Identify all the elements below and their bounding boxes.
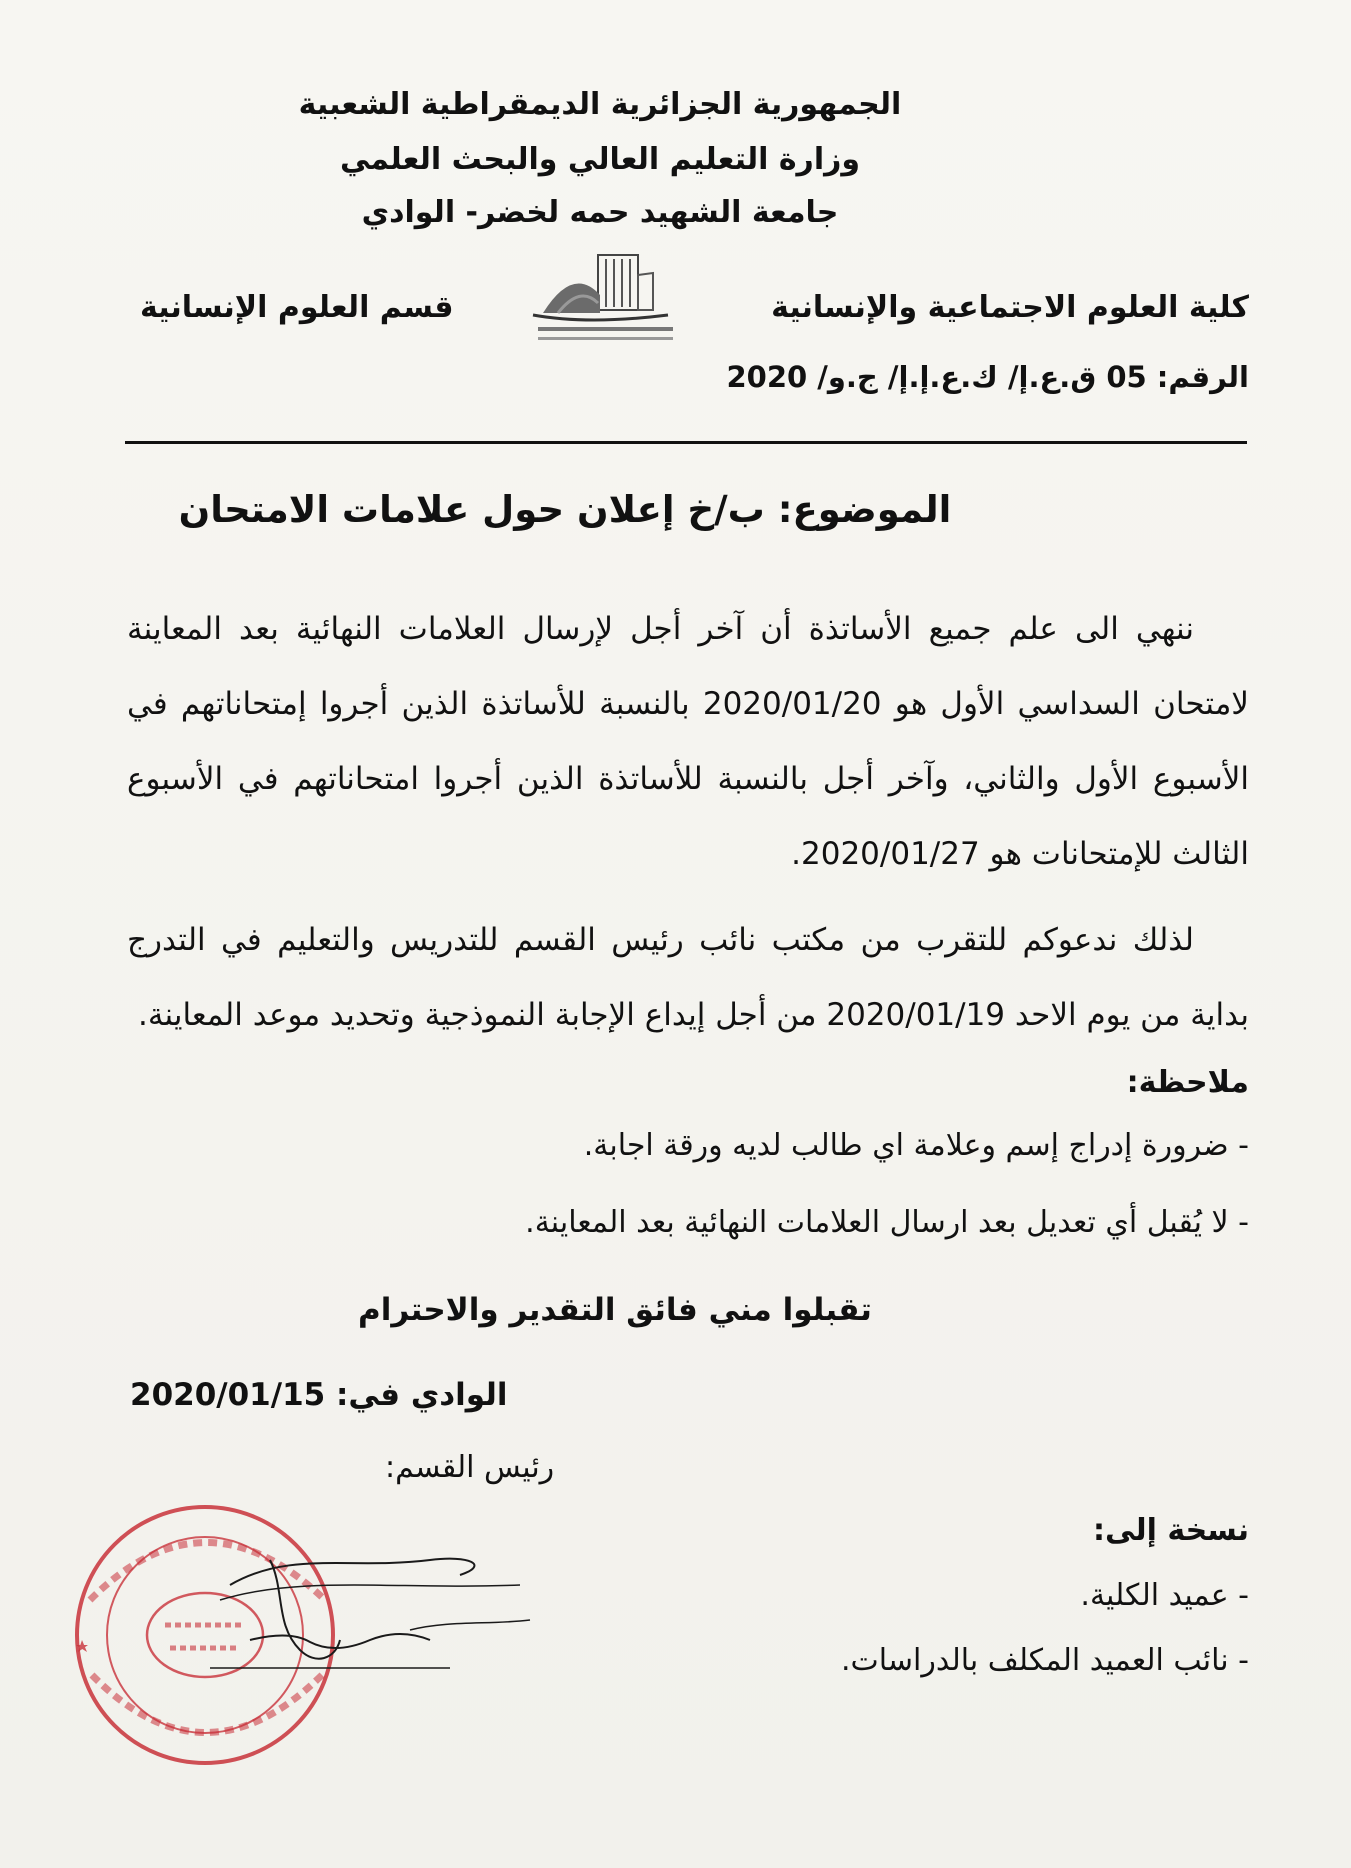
university-logo-icon: [528, 245, 683, 355]
department-head-title: رئيس القسم:: [385, 1450, 555, 1485]
faculty-name: كلية العلوم الاجتماعية والإنسانية: [771, 290, 1249, 325]
note-item-1: - ضرورة إدراج إسم وعلامة اي طالب لديه ورقة اجابة.: [583, 1128, 1249, 1163]
copies-title: نسخة إلى:: [1093, 1513, 1249, 1548]
note-item-2: - لا يُقبل أي تعديل بعد ارسال العلامات النهائية بعد المعاينة.: [525, 1205, 1249, 1240]
closing-line: تقبلوا مني فائق التقدير والاحترام: [358, 1292, 872, 1328]
reference-number: الرقم: 05 ق.ع.إ/ ك.ع.إ.إ/ ج.و/ 2020: [726, 360, 1249, 394]
body-paragraph-1: [127, 592, 1249, 892]
official-stamp-and-signature: [70, 1490, 550, 1780]
copy-recipient-2: - نائب العميد المكلف بالدراسات.: [841, 1643, 1249, 1678]
header-ministry: وزارة التعليم العالي والبحث العلمي: [339, 142, 861, 177]
paragraph-2-text: لذلك ندعوكم للتقرب من مكتب نائب رئيس القسم للتدريس والتعليم في التدرج بداية من يوم الاحد 2020/01/19 من أجل إيداع الإجابة النموذجية وتحديد موعد المعاينة.: [127, 922, 1249, 1033]
header-republic: الجمهورية الجزائرية الديمقراطية الشعبية: [298, 87, 902, 122]
body-paragraph-2: [127, 903, 1249, 1053]
note-title: ملاحظة:: [1126, 1065, 1249, 1100]
subject-line: الموضوع: ب/خ إعلان حول علامات الامتحان: [178, 488, 952, 531]
copy-recipient-1: - عميد الكلية.: [1080, 1578, 1249, 1613]
header-divider: [125, 441, 1247, 444]
header-university: جامعة الشهيد حمه لخضر- الوادي: [361, 195, 839, 230]
place-and-date: الوادي في: 2020/01/15: [130, 1377, 508, 1413]
paragraph-1-text: ننهي الى علم جميع الأساتذة أن آخر أجل لإرسال العلامات النهائية بعد المعاينة لامتحان السداسي الأول هو 2020/01/20 بالنسبة للأساتذة الذين أجروا إمتحاناتهم في الأسبوع الأول والثاني، وآخر أجل بالنسبة للأساتذة الذين أجروا امتحاناتهم في الأسبوع الثالث للإمتحانات هو 2020/01/27.: [127, 611, 1249, 872]
department-name: قسم العلوم الإنسانية: [140, 290, 454, 325]
